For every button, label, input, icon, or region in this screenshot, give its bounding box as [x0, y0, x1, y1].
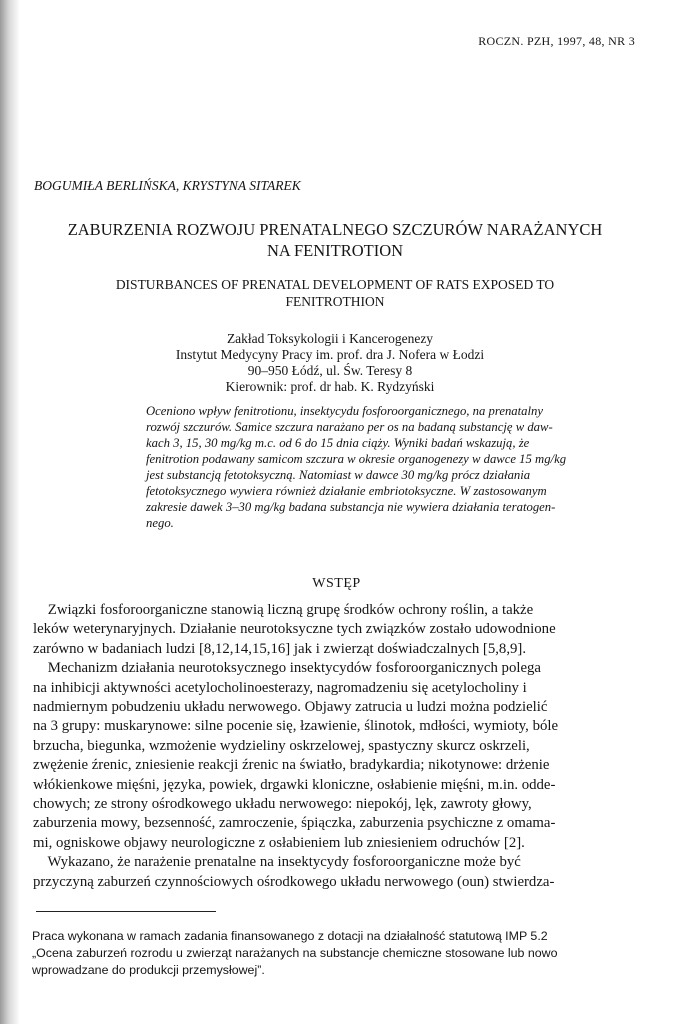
abstract-line: jest substancją fetotoksyczną. Natomiast w dawce 30 mg/kg prócz działania: [146, 468, 531, 482]
footnote-line: wprowadzane do produkcji przemysłowej”.: [32, 963, 265, 977]
body-line: chowych; ze strony ośrodkowego układu nerwowego: niepokój, lęk, zawroty głowy,: [33, 796, 532, 813]
abstract-line: nego.: [146, 516, 174, 530]
abstract-line: fetotoksycznego wywiera również działanie embriotoksyczne. W zastosowanym: [146, 484, 547, 498]
body-line: Związki fosforoorganiczne stanowią liczną grupę środków ochrony roślin, a także: [33, 602, 534, 618]
abstract-line: zakresie dawek 3–30 mg/kg badana substancja nie wywiera działania teratogen-: [146, 500, 556, 514]
title-polish-line: ZABURZENIA ROZWOJU PRENATALNEGO SZCZURÓW NARAŻANYCH: [67, 220, 603, 239]
body-line: na inhibicji aktywności acetylocholinoesterazy, nagromadzeniu się acetylocholiny i: [33, 679, 527, 696]
affiliation-line: Kierownik: prof. dr hab. K. Rydzyński: [225, 379, 435, 394]
abstract-line: fenitrotion podawany samicom szczura w okresie organogenezy w dawce 15 mg/kg: [146, 452, 567, 466]
body-line: brzucha, biegunka, wzmożenie wydzieliny oskrzelowej, spastyczny skurcz oskrzeli,: [33, 737, 530, 754]
footnote-line: Praca wykonana w ramach zadania finansowanego z dotacji na działalność statutową IMP 5.2: [32, 929, 548, 943]
body-line: zarówno w badaniach ludzi [8,12,14,15,16] jak i zwierząt doświadczalnych [5,8,9].: [33, 640, 527, 657]
page-binding-shadow: [0, 0, 20, 1024]
journal-reference: ROCZN. PZH, 1997, 48, NR 3: [478, 34, 635, 48]
footnote: [32, 928, 642, 979]
footnote-line: „Ocena zaburzeń rozrodu u zwierząt narażanych na substancje chemiczne stosowane lub nowo: [32, 946, 558, 960]
body-line: Wykazano, że narażenie prenatalne na insektycydy fosforoorganiczne może być: [33, 854, 521, 871]
abstract: [146, 403, 600, 531]
section-heading: WSTĘP: [312, 576, 361, 591]
abstract-line: Oceniono wpływ fenitrotionu, insektycydu fosforoorganicznego, na prenatalny: [146, 404, 544, 418]
title-polish: [30, 219, 640, 261]
body-line: zwężenie źrenic, zniesienie reakcji źrenic na światło, bradykardia; nikotynowe: drżenie: [33, 757, 550, 774]
title-polish-line: NA FENITROTION: [266, 241, 404, 260]
body-text: [33, 601, 643, 892]
affiliation-line: Zakład Toksykologii i Kancerogenezy: [226, 331, 434, 346]
authors: BOGUMIŁA BERLIŃSKA, KRYSTYNA SITAREK: [34, 178, 301, 193]
body-line: Mechanizm działania neurotoksycznego insektycydów fosforoorganicznych polega: [33, 660, 541, 677]
affiliation-line: Instytut Medycyny Pracy im. prof. dra J. Nofera w Łodzi: [175, 347, 485, 362]
affiliation: [80, 331, 580, 395]
affiliation-line: 90–950 Łódź, ul. Św. Teresy 8: [247, 363, 413, 378]
abstract-line: kach 3, 15, 30 mg/kg m.c. od 6 do 15 dnia ciąży. Wyniki badań wskazują, że: [146, 436, 530, 450]
body-line: przyczyną zaburzeń czynnościowych ośrodkowego układu nerwowego (oun) stwierdza-: [33, 873, 555, 890]
abstract-line: rozwój szczurów. Samice szczura narażano per os na badaną substancję w daw-: [146, 420, 553, 434]
body-line: na 3 grupy: muskarynowe: silne pocenie się, łzawienie, ślinotok, mdłości, wymioty, bóle: [33, 718, 559, 735]
title-english: [45, 276, 625, 310]
body-line: zaburzenia mowy, bezsenność, zamroczenie, śpiączka, zaburzenia psychiczne z omama-: [33, 815, 556, 832]
title-english-line: DISTURBANCES OF PRENATAL DEVELOPMENT OF RATS EXPOSED TO: [115, 277, 555, 292]
title-english-line: FENITROTHION: [285, 294, 385, 309]
body-line: włókienkowe mięśni, języka, powiek, drgawki kloniczne, osłabienie mięśni, m.in. odde-: [33, 776, 556, 793]
body-line: mi, ogniskowe objawy neurologiczne z osłabieniem lub zniesieniem odruchów [2].: [33, 834, 525, 851]
body-line: leków weterynaryjnych. Działanie neurotoksyczne tych związków zostało udowodnione: [33, 621, 556, 638]
footnote-divider: [36, 911, 216, 912]
body-line: nadmiernym pobudzeniu układu nerwowego. Objawy zatrucia u ludzi można podzielić: [33, 699, 548, 716]
